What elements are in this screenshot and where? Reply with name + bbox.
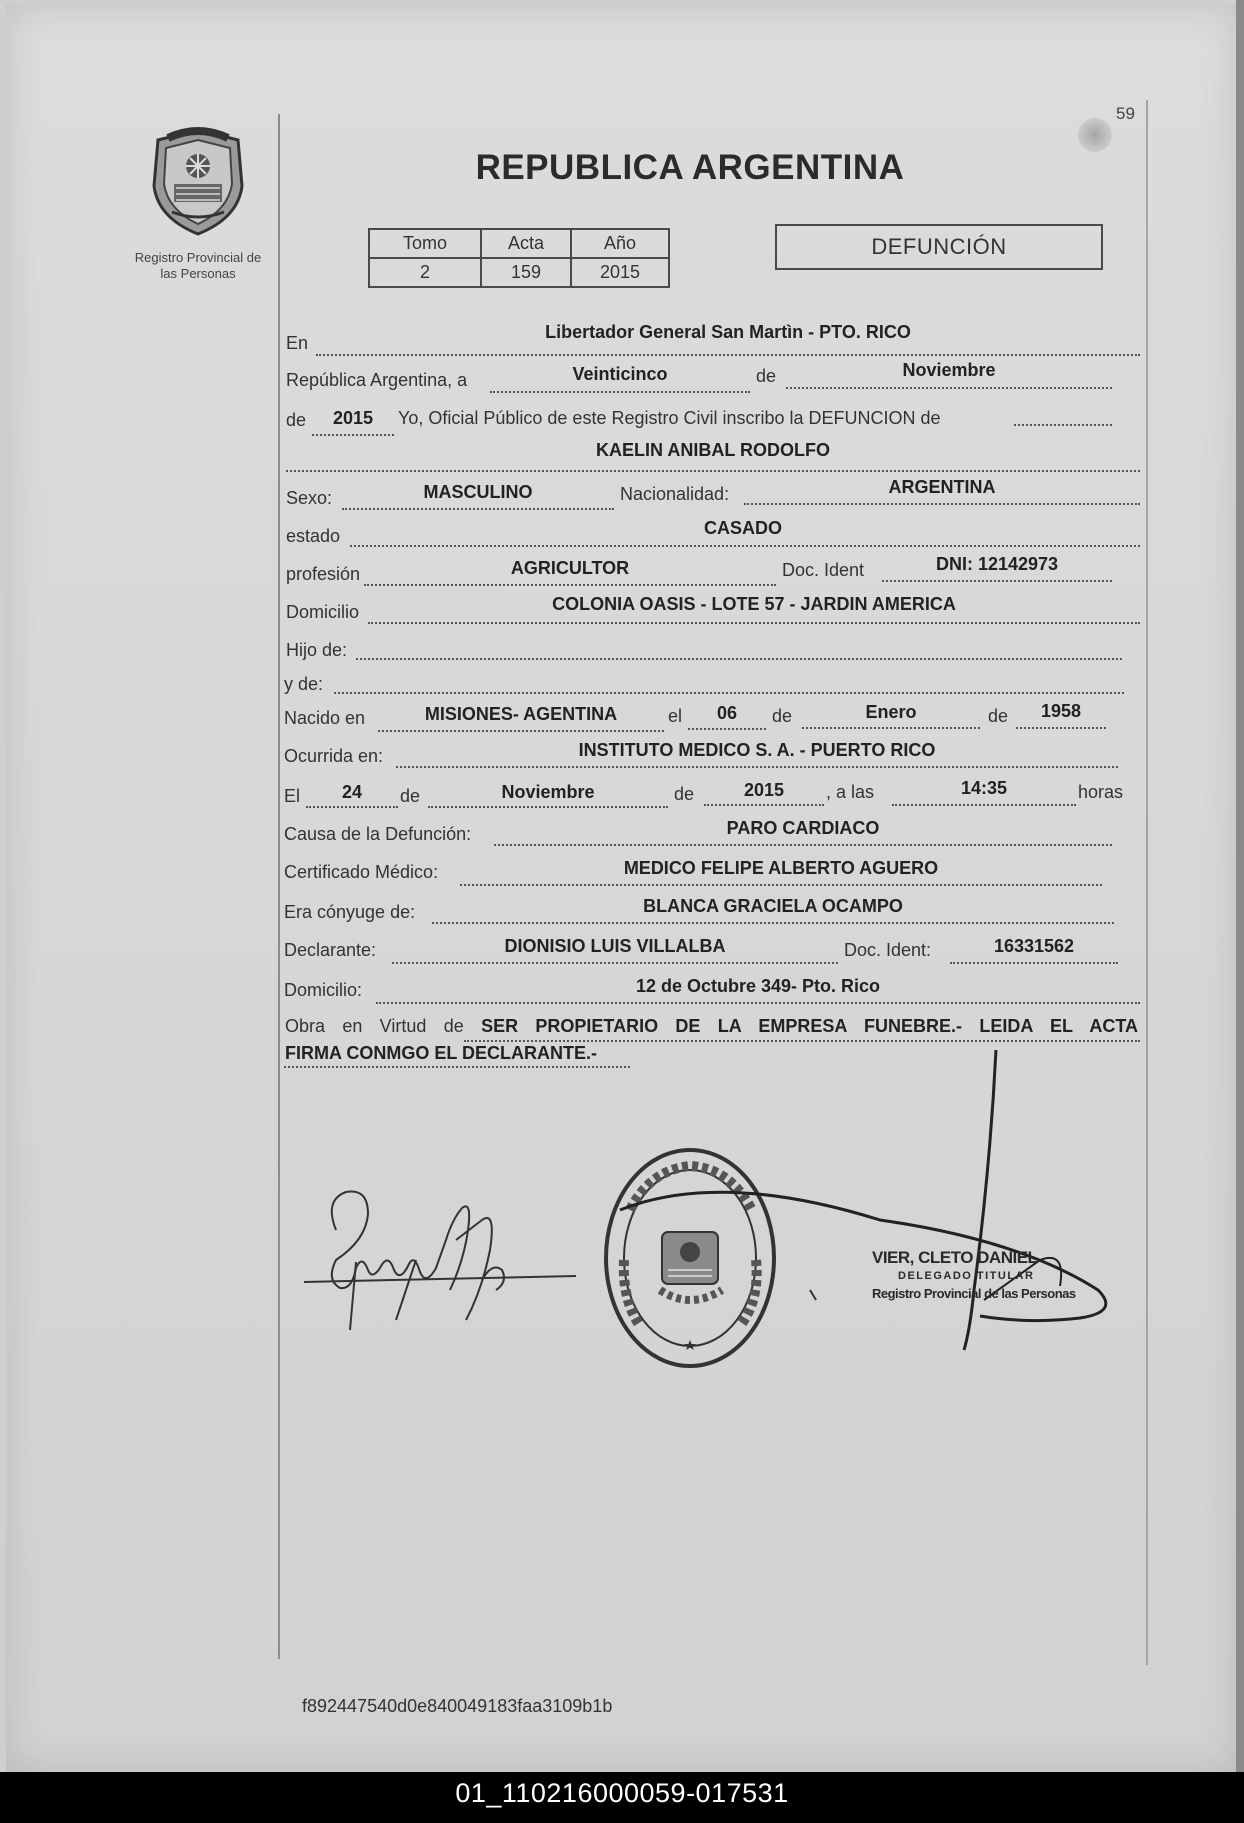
conyuge-label: Era cónyuge de: (284, 902, 416, 922)
registry-caption-line2: las Personas (160, 266, 236, 281)
obra-label: Obra en Virtud de (285, 1016, 464, 1036)
value-ano: 2015 (571, 258, 669, 287)
profesion-line (364, 584, 776, 586)
domicilio-label: Domicilio (286, 602, 360, 622)
header-acta: Acta (481, 229, 571, 258)
profesion-value: AGRICULTOR (510, 558, 630, 578)
left-margin-line (278, 114, 280, 1659)
doc-ident-line (882, 580, 1112, 582)
time-line (892, 804, 1076, 806)
header-ano: Año (571, 229, 669, 258)
causa-value: PARO CARDIACO (726, 818, 880, 838)
ink-smudge (1078, 118, 1112, 152)
deceased-name: KAELIN ANIBAL RODOLFO (596, 440, 830, 460)
doc-ident-value: DNI: 12142973 (935, 554, 1059, 574)
nacido-label: Nacido en (284, 708, 366, 728)
y-de-label: y de: (284, 674, 324, 694)
value-acta: 159 (481, 258, 571, 287)
declarante-label: Declarante: (284, 940, 377, 960)
conyuge-value: BLANCA GRACIELA OCAMPO (643, 896, 903, 916)
domicilio-line (368, 622, 1140, 624)
birth-year-line (1016, 727, 1106, 729)
document-type-box: DEFUNCIÓN (775, 224, 1103, 270)
sexo-value: MASCULINO (423, 482, 533, 502)
conyuge-line (432, 922, 1114, 924)
year-line (312, 434, 394, 436)
declarante-doc-line (950, 962, 1118, 964)
year-value: 2015 (332, 408, 374, 428)
causa-label: Causa de la Defunción: (284, 824, 472, 844)
doc-ident-label: Doc. Ident (782, 560, 865, 580)
certificado-line (460, 884, 1102, 886)
de-label-1: de (756, 366, 777, 386)
a-las-label: , a las (826, 782, 875, 802)
acta-table (368, 228, 670, 288)
scan-edge (1236, 0, 1244, 1775)
page-title: REPUBLICA ARGENTINA (475, 148, 905, 187)
de-label-6: de (674, 784, 695, 804)
birth-day-line (688, 728, 766, 730)
death-day-value: 24 (341, 782, 363, 802)
declarante-doc-value: 16331562 (993, 936, 1075, 956)
official-role: DELEGADO TITULAR (898, 1270, 1035, 1282)
page-number: 59 (1116, 104, 1135, 123)
de-label-3: de (772, 706, 793, 726)
obra-text-2: FIRMA CONMGO EL DECLARANTE.- (285, 1043, 597, 1063)
official-name: VIER, CLETO DANIEL (872, 1248, 1038, 1267)
el-label: el (668, 706, 683, 726)
nacionalidad-line (744, 503, 1140, 505)
birth-month-line (802, 727, 980, 729)
footer-id: 01_110216000059-017531 (455, 1778, 789, 1808)
ocurrida-value: INSTITUTO MEDICO S. A. - PUERTO RICO (578, 740, 936, 760)
registry-caption (124, 250, 272, 282)
death-month-value: Noviembre (501, 782, 595, 802)
nacido-line (378, 730, 664, 732)
estado-line (350, 545, 1140, 547)
acta-table-value-row (369, 258, 669, 287)
name-line (286, 470, 1140, 472)
right-margin-line (1146, 100, 1148, 1665)
domicilio2-line (376, 1002, 1140, 1004)
official-signature-icon (560, 1050, 1120, 1380)
domicilio2-label: Domicilio: (284, 980, 363, 1000)
domicilio-value: COLONIA OASIS - LOTE 57 - JARDIN AMERICA (552, 594, 956, 614)
oficial-text: Yo, Oficial Público de este Registro Civil inscribo la DEFUNCION de (398, 408, 941, 428)
birth-year-value: 1958 (1040, 701, 1082, 721)
profesion-label: profesión (286, 564, 361, 584)
misiones-emblem-icon (146, 126, 250, 238)
de-label-5: de (400, 786, 421, 806)
causa-line (494, 844, 1112, 846)
month-line (786, 387, 1112, 389)
registry-caption-line1: Registro Provincial de (134, 250, 262, 265)
declarant-signature-icon (296, 1170, 586, 1340)
value-tomo: 2 (369, 258, 481, 287)
ocurrida-label: Ocurrida en: (284, 746, 384, 766)
en-label: En (286, 333, 309, 353)
hijo-label: Hijo de: (286, 640, 348, 660)
sexo-line (342, 508, 614, 510)
declarante-doc-label: Doc. Ident: (844, 940, 932, 960)
horas-label: horas (1078, 782, 1124, 802)
day-value: Veinticinco (572, 364, 668, 384)
estado-value: CASADO (703, 518, 782, 538)
republica-label: República Argentina, a (286, 370, 468, 390)
death-year-value: 2015 (743, 780, 785, 800)
de-label-2: de (286, 410, 307, 430)
place-value: Libertador General San Martìn - PTO. RICO (545, 322, 911, 342)
hijo-line (356, 658, 1122, 660)
certificado-label: Certificado Médico: (284, 862, 439, 882)
acta-table-header-row (369, 229, 669, 258)
death-day-line (306, 806, 398, 808)
document-hash: f892447540d0e840049183faa3109b1b (302, 1696, 613, 1716)
estado-label: estado (286, 526, 341, 546)
ocurrida-line (396, 766, 1118, 768)
declarante-line (392, 962, 838, 964)
y-de-line (334, 692, 1124, 694)
nacionalidad-value: ARGENTINA (888, 477, 996, 497)
header-tomo: Tomo (369, 229, 481, 258)
place-line (316, 354, 1140, 356)
death-month-line (428, 806, 668, 808)
el-cap-label: El (284, 786, 301, 806)
oficial-line (1014, 424, 1112, 426)
declarante-value: DIONISIO LUIS VILLALBA (504, 936, 726, 956)
de-label-4: de (988, 706, 1009, 726)
sexo-label: Sexo: (286, 488, 333, 508)
birth-day-value: 06 (716, 703, 738, 723)
birth-month-value: Enero (865, 702, 917, 722)
obra-line (285, 1016, 1138, 1037)
nacionalidad-label: Nacionalidad: (620, 484, 730, 504)
obra-line-dots (464, 1040, 1140, 1042)
nacido-value: MISIONES- AGENTINA (424, 704, 618, 724)
official-org: Registro Provincial de las Personas (872, 1286, 1076, 1301)
domicilio2-value: 12 de Octubre 349- Pto. Rico (635, 976, 881, 996)
certificado-value: MEDICO FELIPE ALBERTO AGUERO (623, 858, 939, 878)
obra-text-1: SER PROPIETARIO DE LA EMPRESA FUNEBRE.- LEIDA EL ACTA (481, 1016, 1138, 1036)
month-value: Noviembre (902, 360, 996, 380)
day-line (490, 391, 750, 393)
death-year-line (704, 804, 824, 806)
death-time-value: 14:35 (960, 778, 1008, 798)
